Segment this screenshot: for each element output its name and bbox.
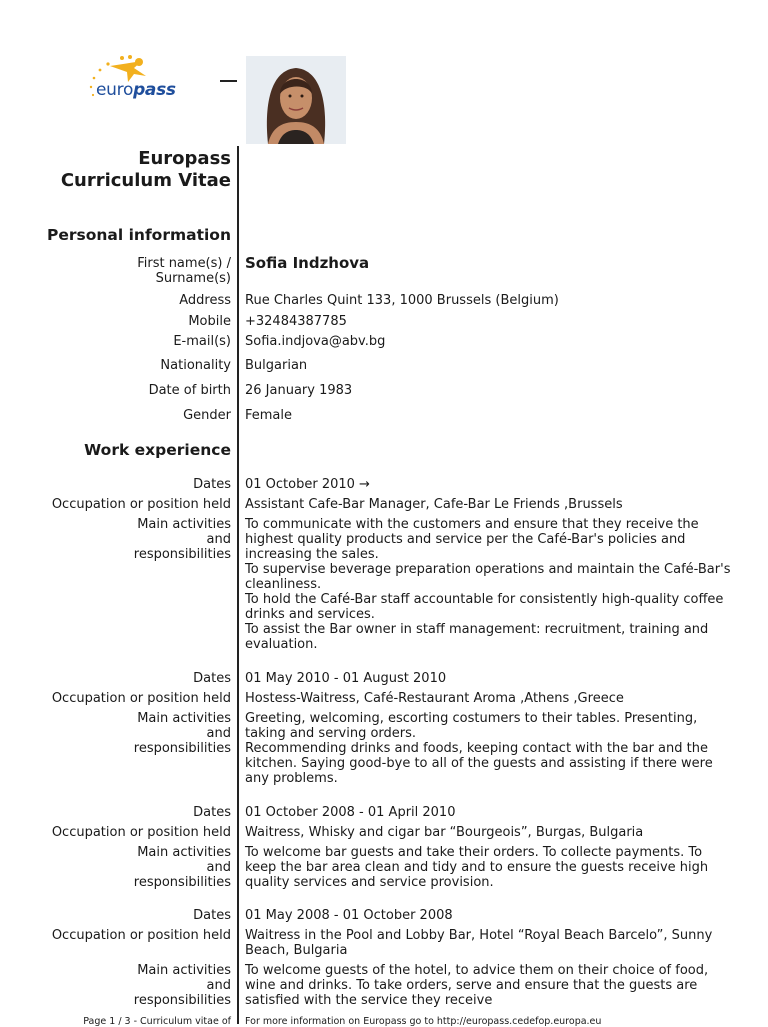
person-photo-icon (246, 56, 346, 144)
logo-wordmark: europass (96, 80, 176, 100)
dates-label: Dates (193, 477, 231, 492)
profile-photo (246, 56, 346, 144)
dob-label: Date of birth (148, 383, 231, 398)
occupation-label: Occupation or position held (51, 691, 231, 706)
footer-page-info: Page 1 / 3 - Curriculum vitae of (83, 1016, 231, 1027)
footer-europass-link[interactable]: For more information on Europass go to http://europass.cedefop.europa.eu (245, 1016, 602, 1027)
name-label: First name(s) / Surname(s) (137, 256, 231, 286)
activity-text: Recommending drinks and foods, keeping contact with the bar and the kitchen. Saying good-bye to all of the guests and assisting if there were any problems. (245, 741, 713, 786)
job-activities (245, 711, 735, 786)
mobile-label: Mobile (188, 314, 231, 329)
activities-label: Main activities and responsibilities (133, 963, 231, 1008)
job-dates: 01 October 2008 - 01 April 2010 (245, 805, 456, 820)
job-activities (245, 517, 735, 652)
job-dates: 01 May 2010 - 01 August 2010 (245, 671, 447, 686)
job-activities (245, 963, 735, 1008)
nationality-label: Nationality (160, 358, 231, 373)
activity-text: To communicate with the customers and ensure that they receive the highest quality products and service per the Café-Bar's policies and increasing the sales. (245, 517, 699, 562)
cv-title (61, 148, 231, 192)
dob-value: 26 January 1983 (245, 383, 353, 398)
activity-text: To assist the Bar owner in staff management: recruitment, training and evaluation. (245, 622, 709, 652)
title-line-2: Curriculum Vitae (60, 170, 231, 191)
full-name: Sofia Indzhova (245, 254, 370, 272)
occupation-label: Occupation or position held (51, 928, 231, 943)
section-personal-information: Personal information (47, 226, 231, 244)
occupation-label: Occupation or position held (51, 497, 231, 512)
nationality-value: Bulgarian (245, 358, 308, 373)
activity-text: To welcome bar guests and take their orders. To collecte payments. To keep the bar area clean and tidy and to ensure the guests receive high quality services and service provision. (245, 845, 709, 890)
activities-label: Main activities and responsibilities (133, 517, 231, 562)
job-activities (245, 845, 735, 890)
activity-text: To welcome guests of the hotel, to advice them on their choice of food, wine and drinks. To take orders, serve and ensure that the guests are satisfied with the service they receive (245, 963, 709, 1008)
gender-label: Gender (183, 408, 231, 423)
job-occupation: Assistant Cafe-Bar Manager, Cafe-Bar Le Friends ,Brussels (245, 497, 623, 512)
gender-value: Female (245, 408, 293, 423)
activity-text: Greeting, welcoming, escorting costumers to their tables. Presenting, taking and serving orders. (245, 711, 698, 741)
address-label: Address (179, 293, 231, 308)
job-occupation: Waitress, Whisky and cigar bar “Bourgeois”, Burgas, Bulgaria (245, 825, 644, 840)
address-value: Rue Charles Quint 133, 1000 Brussels (Belgium) (245, 293, 559, 308)
job-dates: 01 May 2008 - 01 October 2008 (245, 908, 453, 923)
section-work-experience: Work experience (84, 441, 231, 459)
activities-label: Main activities and responsibilities (133, 711, 231, 756)
mobile-value: +32484387785 (245, 314, 347, 329)
job-occupation: Hostess-Waitress, Café-Restaurant Aroma ,Athens ,Greece (245, 691, 624, 706)
column-divider (237, 146, 239, 1024)
job-dates: 01 October 2010 → (245, 477, 370, 492)
occupation-label: Occupation or position held (51, 825, 231, 840)
email-value: Sofia.indjova@abv.bg (245, 334, 386, 349)
email-label: E-mail(s) (173, 334, 231, 349)
header-dash (220, 80, 237, 82)
dates-label: Dates (193, 908, 231, 923)
dates-label: Dates (193, 671, 231, 686)
activity-text: To supervise beverage preparation operations and maintain the Café-Bar's cleanliness. (245, 562, 731, 592)
job-occupation: Waitress in the Pool and Lobby Bar, Hotel “Royal Beach Barcelo”, Sunny Beach, Bulgaria (245, 928, 713, 958)
europass-logo (82, 54, 192, 114)
title-line-1: Europass (138, 148, 231, 169)
dates-label: Dates (193, 805, 231, 820)
activity-text: To hold the Café-Bar staff accountable for consistently high-quality coffee drinks and services. (245, 592, 724, 622)
activities-label: Main activities and responsibilities (133, 845, 231, 890)
